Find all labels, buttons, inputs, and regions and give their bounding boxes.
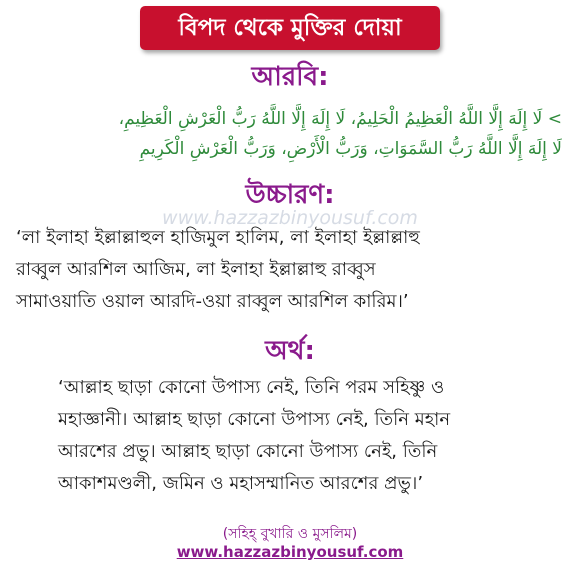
arabic-line: > لَا إِلَهَ إِلَّا اللَّهُ الْعَظِيمُ الْحَلِيمُ، لَا إِلَهَ إِلَّا اللَّهُ رَبُّ الْعَرْشِ الْعَظِيمِ، [118, 109, 562, 129]
pronunciation-text [16, 222, 568, 318]
title-banner [140, 6, 440, 50]
meaning-line: মহাজ্ঞানী। আল্লাহ ছাড়া কোনো উপাস্য নেই, তিনি মহান [58, 409, 451, 430]
watermark: www.hazzazbinyousuf.com [162, 207, 418, 229]
hadith-source: (সহিহ্ বুখারি ও মুসলিম) [222, 526, 358, 542]
arabic-text [18, 104, 562, 164]
meaning-line: আকাশমণ্ডলী, জমিন ও মহাসম্মানিত আরশের প্রভু।’ [58, 473, 424, 494]
pronunciation-line: সামাওয়াতি ওয়াল আরদি-ওয়া রাব্বুল আরশিল কারিম।’ [16, 291, 409, 312]
page-title: বিপদ থেকে মুক্তির দোয়া [178, 14, 402, 41]
meaning-line: ‘আল্লাহ ছাড়া কোনো উপাস্য নেই, তিনি পরম সহিষ্ণু ও [58, 377, 445, 398]
pronunciation-heading: উচ্চারণ: [245, 180, 335, 210]
arabic-heading: আরবি: [251, 62, 329, 92]
website-link[interactable]: www.hazzazbinyousuf.com [176, 543, 404, 561]
pronunciation-line: রাব্বুল আরশিল আজিম, লা ইলাহা ইল্লাল্লাহু রাব্বুস [16, 259, 376, 280]
meaning-text [58, 372, 558, 500]
arabic-line: لَا إِلَهَ إِلَّا اللَّهُ رَبُّ السَّمَوَاتِ، وَرَبُّ الْأَرْضِ، وَرَبُّ الْعَرْشِ الْكَرِيمِ [139, 139, 562, 159]
meaning-line: আরশের প্রভু। আল্লাহ ছাড়া কোনো উপাস্য নেই, তিনি [58, 441, 438, 462]
pronunciation-line: ‘লা ইলাহা ইল্লাল্লাহুল হাজিমুল হালিম, লা ইলাহা ইল্লাল্লাহু [16, 227, 420, 248]
meaning-heading: অর্থ: [265, 336, 315, 366]
